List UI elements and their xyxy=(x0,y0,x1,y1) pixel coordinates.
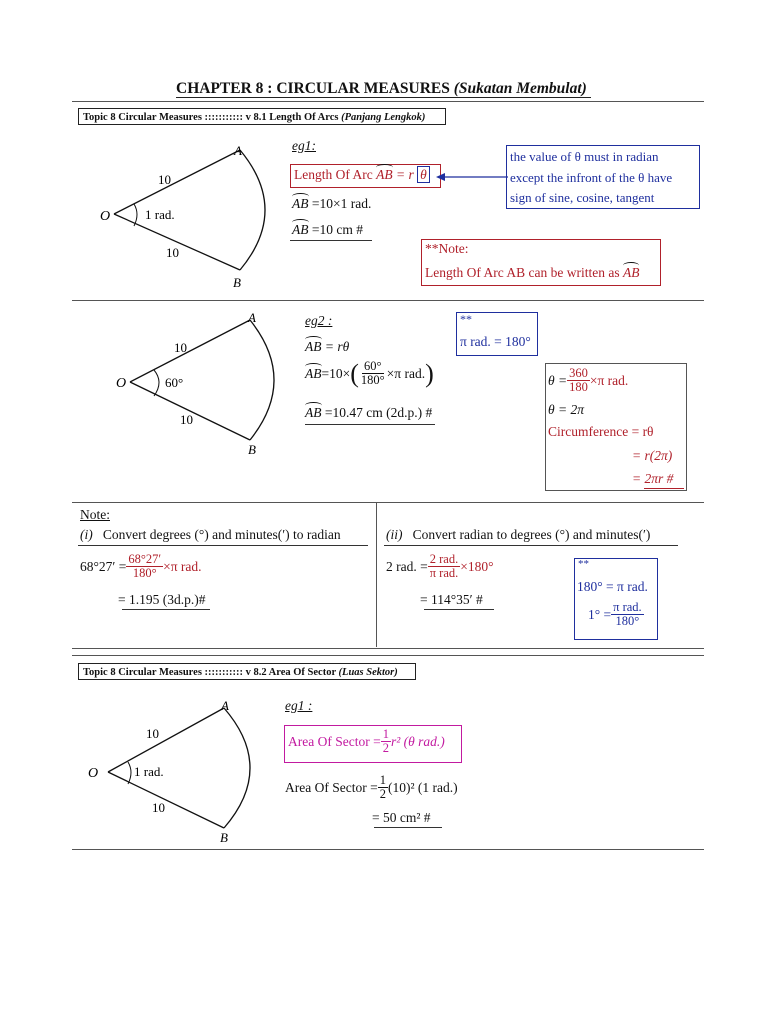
label-o: O xyxy=(88,766,99,781)
fraction-60-180 xyxy=(359,360,387,387)
divider-2 xyxy=(72,502,704,503)
eg2-line-1 xyxy=(305,339,349,355)
note-radian-line: the value of θ must in radian xyxy=(510,149,659,164)
line1-rhs: =10×1 rad. xyxy=(308,196,372,211)
fraction-360-180 xyxy=(567,367,590,394)
ii-calc xyxy=(386,553,494,580)
frac-den: 180° xyxy=(360,373,385,387)
frac-num: 68°27′ xyxy=(128,552,162,566)
arc-line-1 xyxy=(292,196,371,212)
divider-bottom xyxy=(72,849,704,850)
ii-label: (ii) xyxy=(386,527,403,542)
topic-header-8-2 xyxy=(78,663,416,680)
note-ii-heading xyxy=(386,527,650,543)
circ-line-2: θ = 2π xyxy=(548,402,585,417)
label-angle: 60° xyxy=(165,375,184,390)
label-r2: 10 xyxy=(152,800,165,815)
ii-result-underline xyxy=(424,609,494,610)
eg2-label: eg2 : xyxy=(305,313,333,328)
line1-pre: Area Of Sector = xyxy=(285,779,378,795)
angle-mark xyxy=(128,762,131,784)
label-a: A xyxy=(248,310,256,325)
frac-num: 1 xyxy=(379,773,386,787)
formula-pre: Area Of Sector = xyxy=(288,733,381,749)
area-line-1 xyxy=(285,774,458,801)
ii-underline xyxy=(384,545,678,546)
arc-ab xyxy=(240,150,265,270)
arc-ab xyxy=(224,708,250,828)
paren-open: ( xyxy=(350,358,359,388)
formula-eq: = r xyxy=(392,167,414,182)
sector-diagram-3 xyxy=(84,698,274,848)
arc-line-2 xyxy=(292,222,363,238)
circ-line-1 xyxy=(548,367,628,394)
i-lhs: 68°27′ = xyxy=(80,558,127,574)
topic-text: Topic 8 Circular Measures ::::::::::: v 8.1 Length Of Arcs xyxy=(83,112,339,123)
line2-lhs: AB xyxy=(305,365,322,381)
formula-ab: AB xyxy=(376,167,393,182)
pi-box-eq: π rad. = 180° xyxy=(460,334,531,349)
divider-top xyxy=(72,101,704,102)
ii-lhs: 2 rad. = xyxy=(386,558,428,574)
frac-num: 2 rad. xyxy=(429,552,459,566)
label-angle: 1 rad. xyxy=(134,764,164,779)
area-answer-underline xyxy=(374,827,442,828)
circ-underline xyxy=(644,488,684,489)
radius-ob xyxy=(130,382,250,440)
frac-den: 180° xyxy=(615,614,640,628)
line1-half xyxy=(378,774,388,801)
arrow-to-theta xyxy=(436,170,510,184)
radius-oa xyxy=(108,708,224,772)
i-post: ×π rad. xyxy=(163,558,202,574)
topic-italic: (Panjang Lengkok) xyxy=(341,112,426,123)
note-vertical-divider xyxy=(376,503,377,647)
i-underline xyxy=(78,545,368,546)
label-r1: 10 xyxy=(158,172,171,187)
line2-rhs: =10 cm # xyxy=(308,222,363,237)
formula-label: Length Of Arc xyxy=(294,167,373,182)
circ-line-3: Circumference = rθ xyxy=(548,424,654,439)
line3-rhs: =10.47 cm (2d.p.) # xyxy=(321,405,433,420)
title-sub: (Sukatan Membulat) xyxy=(453,80,587,97)
area-formula xyxy=(288,728,445,755)
eg2-line-2 xyxy=(305,360,434,387)
area-line-2: = 50 cm² # xyxy=(372,810,431,825)
circ-post: ×π rad. xyxy=(589,372,629,388)
radius-oa xyxy=(130,320,250,382)
note-ab: AB xyxy=(622,265,640,280)
i-text: Convert degrees (°) and minutes(′) to radian xyxy=(102,527,341,542)
frac-den: π rad. xyxy=(429,566,459,580)
formula-theta: θ xyxy=(417,166,430,183)
i-result-underline xyxy=(122,609,210,610)
i-label: (i) xyxy=(80,527,93,542)
note-text-main: Length Of Arc AB can be written as xyxy=(425,265,620,280)
pi-box-stars: ** xyxy=(460,312,472,326)
divider-1 xyxy=(72,300,704,301)
eg1-area-label: eg1 : xyxy=(285,698,313,713)
frac-num: π rad. xyxy=(613,600,642,614)
eg2-line-3 xyxy=(305,405,432,421)
note-radian-line: except the infront of the θ have xyxy=(510,169,673,185)
divider-4 xyxy=(72,655,704,656)
radius-ob xyxy=(114,214,240,270)
i-result: = 1.195 (3d.p.)# xyxy=(118,592,206,607)
line2-lhs: AB xyxy=(292,222,309,237)
ii-text: Convert radian to degrees (°) and minutes(′) xyxy=(412,527,651,542)
ii-fraction xyxy=(428,553,461,580)
label-a: A xyxy=(234,143,242,158)
line1-post: (10)² (1 rad.) xyxy=(387,779,458,795)
title-underline xyxy=(176,97,591,98)
frac-den: 180 xyxy=(569,380,588,394)
label-r1: 10 xyxy=(174,340,187,355)
ii-post: ×180° xyxy=(460,558,494,574)
line2-pre: =10× xyxy=(321,365,351,381)
line2-post: ×π rad. xyxy=(386,365,426,381)
sector-diagram-1 xyxy=(90,140,280,290)
eg1-label: eg1: xyxy=(292,138,316,153)
label-b: B xyxy=(233,275,241,290)
label-r1: 10 xyxy=(146,726,159,741)
line1-lhs: AB xyxy=(292,196,309,211)
angle-mark xyxy=(154,370,159,396)
frac-num: 60° xyxy=(364,359,382,373)
note-radian-text xyxy=(510,147,672,209)
frac-den: 2 xyxy=(382,741,389,755)
answer-underline-1 xyxy=(290,240,372,241)
topic-header-8-1 xyxy=(78,108,446,125)
formula-half xyxy=(381,728,391,755)
box-lhs2: 1° = xyxy=(588,606,612,622)
topic-text: Topic 8 Circular Measures ::::::::::: v 8.2 Area Of Sector xyxy=(83,667,336,678)
label-r2: 10 xyxy=(180,412,193,427)
line1-lhs: AB xyxy=(305,339,322,354)
note-radian-line: sign of sine, cosine, tangent xyxy=(510,190,655,205)
frac-num: 360 xyxy=(569,366,588,380)
note-text xyxy=(425,265,639,281)
note-title: **Note: xyxy=(425,241,469,256)
radius-ob xyxy=(108,772,224,828)
degree-box-stars: ** xyxy=(578,558,589,570)
label-b: B xyxy=(248,442,256,457)
page-title xyxy=(176,80,587,98)
note-heading: Note: xyxy=(80,507,110,522)
circ-line-4: = r(2π) xyxy=(632,448,673,463)
title-main: CHAPTER 8 : CIRCULAR MEASURES xyxy=(176,80,450,97)
formula-arc-length xyxy=(294,167,430,183)
label-b: B xyxy=(220,830,228,845)
paren-close: ) xyxy=(425,358,434,388)
sector-diagram-2 xyxy=(110,310,290,460)
answer-underline-2 xyxy=(305,424,435,425)
ii-result: = 114°35′ # xyxy=(420,592,483,607)
divider-3 xyxy=(72,648,704,649)
label-a: A xyxy=(221,698,229,713)
label-o: O xyxy=(116,376,127,391)
frac-den: 2 xyxy=(379,787,386,801)
frac-den: 180° xyxy=(132,566,157,580)
frac-num: 1 xyxy=(382,727,389,741)
i-fraction xyxy=(126,553,163,580)
topic-italic: (Luas Sektor) xyxy=(338,667,398,678)
line3-lhs: AB xyxy=(305,405,322,420)
degree-box-line1: 180° = π rad. xyxy=(577,579,648,594)
circ-line-5: = 2πr # xyxy=(632,471,674,486)
circ-theta: θ = xyxy=(548,372,568,388)
degree-box-line2 xyxy=(588,601,644,628)
arc-ab xyxy=(250,320,274,440)
i-calc xyxy=(80,553,202,580)
formula-post: r² (θ rad.) xyxy=(390,733,445,749)
box-fraction xyxy=(611,601,644,628)
line1-rhs: = rθ xyxy=(321,339,350,354)
note-i-heading xyxy=(80,527,341,543)
radius-oa xyxy=(114,150,240,214)
label-o: O xyxy=(100,209,111,224)
label-angle: 1 rad. xyxy=(145,207,175,222)
label-r2: 10 xyxy=(166,245,179,260)
